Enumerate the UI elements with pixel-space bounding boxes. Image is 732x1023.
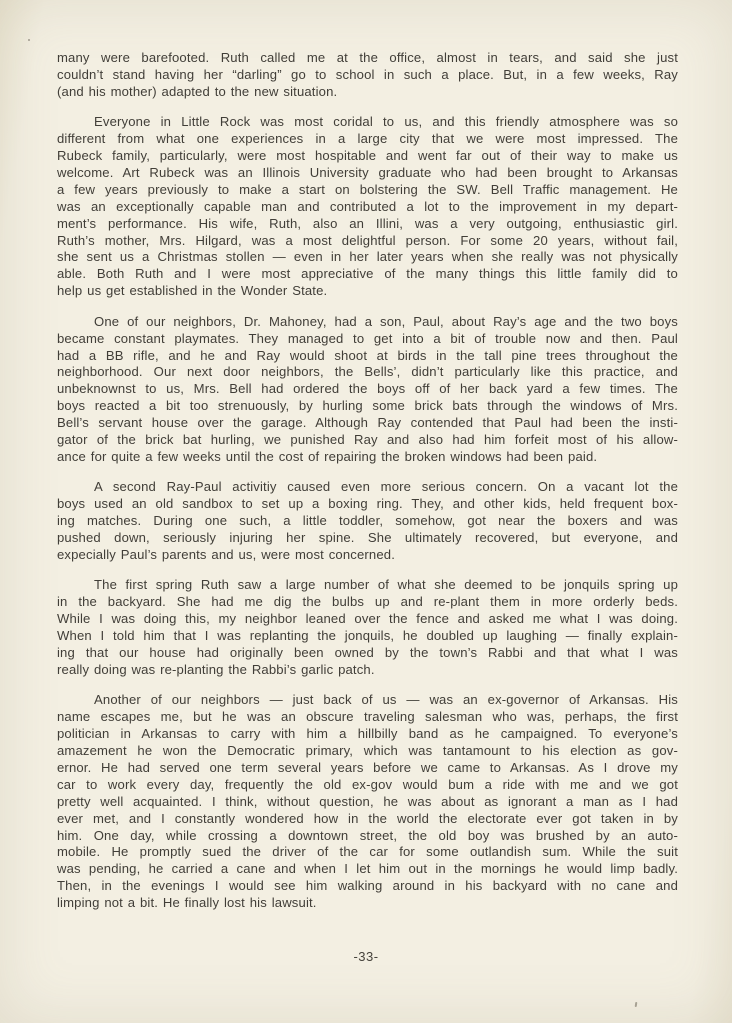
text-line: ment’s performance. His wife, Ruth, also an Illini, was a very outgoing, enthusiastic girl. — [57, 215, 678, 231]
text-line: The first spring Ruth saw a large number of what she deemed to be jonquils spring up — [94, 577, 678, 593]
text-line: name escapes me, but he was an obscure traveling salesman who was, perhaps, the first — [57, 709, 678, 725]
text-line: many were barefooted. Ruth called me at the office, almost in tears, and said she just — [57, 50, 678, 65]
paragraph — [57, 692, 678, 912]
text-line: pretty well acquainted. I think, without question, he was about as ignorant a man as I had — [57, 793, 678, 809]
text-line: able. Both Ruth and I were most appreciative of the many things this little family did to — [57, 266, 678, 282]
text-line: in the backyard. She had me dig the bulbs up and re-plant them in more orderly beds. — [57, 594, 678, 610]
text-line: ance for quite a few weeks until the cost of repairing the broken windows had been paid. — [57, 448, 598, 464]
text-line: Ruth’s mother, Mrs. Hilgard, was a most delightful person. For some 20 years, without fail, — [57, 232, 678, 248]
text-line: Bell’s servant house over the garage. Although Ray contended that Paul had been the insti- — [57, 415, 678, 431]
text-line: ever met, and I constantly wondered how in the world the electorate ever got taken in by — [57, 810, 678, 826]
text-line: limping not a bit. He finally lost his lawsuit. — [57, 895, 317, 911]
text-line: a few years previously to make a start on bolstering the SW. Bell Traffic management. He — [57, 181, 678, 197]
scan-speck — [28, 39, 30, 41]
text-line: pushed down, seriously injuring her spine. She ultimately recovered, but everyone, and — [57, 530, 678, 546]
text-line: welcome. Art Rubeck was an Illinois University graduate who had been brought to Arkansas — [57, 164, 678, 180]
text-line: different from what one experiences in a large city that we were most impressed. The — [57, 131, 678, 147]
text-line: ing that our house had originally been owned by the town’s Rabbi and that what I was — [57, 645, 678, 660]
paragraph — [57, 50, 678, 101]
page-text — [57, 50, 678, 926]
text-line: Rubeck family, particularly, were most hospitable and went far out of their way to make us — [57, 148, 678, 164]
text-line: ernor. He had served one term several years before we came to Arkansas. As I drove my — [57, 759, 678, 775]
text-line: couldn’t stand having her “darling” go to school in such a place. But, in a few weeks, Ray — [57, 66, 678, 82]
text-line: When I told him that I was replanting the jonquils, he doubled up laughing — finally explain- — [57, 628, 678, 644]
text-line: mobile. He promptly sued the driver of the car for some outlandish sum. While the suit — [57, 844, 678, 860]
text-line: While I was doing this, my neighbor leaned over the fence and asked me what I was doing. — [57, 611, 678, 627]
paragraph — [57, 314, 678, 466]
page-number: -33- — [353, 949, 379, 964]
text-line: gator of the brick bat hurling, we punished Ray and also had him forfeit most of his allow- — [57, 432, 678, 448]
text-line: politician in Arkansas to carry with him a hillbilly band as he campaigned. To everyone’s — [57, 726, 678, 742]
text-line: really doing was re-planting the Rabbi’s garlic patch. — [57, 661, 375, 677]
text-line: had a BB rifle, and he and Ray would shoot at birds in the tall pine trees throughout the — [57, 347, 678, 363]
scan-speck — [635, 1002, 638, 1007]
text-line: him. One day, while crossing a downtown street, the old boy was brushed by an auto- — [57, 827, 678, 843]
text-line: amazement he won the Democratic primary, which was tantamount to his election as gov- — [57, 743, 678, 759]
text-line: Everyone in Little Rock was most coridal to us, and this friendly atmosphere was so — [94, 114, 678, 130]
text-line: car to work every day, frequently the old ex-gov would bum a ride with me and we got — [57, 776, 678, 792]
text-line: boys reacted a bit too strenuously, by hurling some brick bats through the windows of Mrs. — [57, 398, 678, 414]
text-line: became constant playmates. They managed to get into a bit of trouble now and then. Paul — [57, 330, 678, 346]
text-line: help us get established in the Wonder State. — [57, 283, 328, 299]
text-line: (and his mother) adapted to the new situation. — [57, 83, 338, 99]
text-line: Then, in the evenings I would see him walking around in his backyard with no cane and — [57, 878, 678, 894]
text-line: A second Ray-Paul activitiy caused even more serious concern. On a vacant lot the — [94, 479, 678, 495]
text-line: was pending, he carried a cane and when I let him out in the mornings he would limp badly. — [57, 861, 678, 877]
text-line: she sent us a Christmas stollen — even in her later years when she really was not physically — [57, 249, 678, 265]
text-line: expecially Paul’s parents and us, were most concerned. — [57, 546, 396, 562]
text-line: Another of our neighbors — just back of us — was an ex-governor of Arkansas. His — [94, 692, 678, 708]
text-line: neighborhood. Our next door neighbors, the Bells’, didn’t particularly like this practice, and — [57, 364, 678, 380]
paragraph — [57, 114, 678, 300]
text-line: unbeknownst to us, Mrs. Bell had ordered the boys off of her back yard a few times. The — [57, 381, 678, 397]
text-line: was an exceptionally capable man and contributed a lot to the improvement in my depart- — [57, 198, 678, 214]
text-line: ing matches. During one such, a little toddler, somehow, got near the boxers and was — [57, 513, 678, 529]
text-line: One of our neighbors, Dr. Mahoney, had a son, Paul, about Ray’s age and the two boys — [94, 313, 678, 329]
paragraph — [57, 577, 678, 678]
paragraph — [57, 479, 678, 564]
text-line: boys used an old sandbox to set up a boxing ring. They, and other kids, held frequent box- — [57, 496, 678, 512]
